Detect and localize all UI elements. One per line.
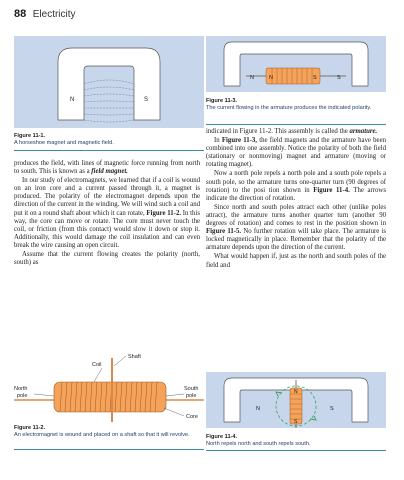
caption-rule: [14, 150, 204, 151]
figure-11-3: [206, 36, 386, 92]
caption-text: An electromagnet is wound and placed on a shaft so that it will revolve.: [14, 432, 190, 438]
label-s-outer: S: [337, 75, 341, 81]
label-core: Core: [186, 414, 198, 420]
label-n: N: [70, 97, 75, 103]
caption-rule: [206, 124, 386, 125]
paragraph: In Figure 11-3, the field magnets and the armature have been combined into one assembly. Notice the polarity of both the field (stationary or nonmoving) magnet and armature (moving or rotating magnet).: [206, 137, 386, 169]
label-s-right: S: [330, 406, 334, 412]
label-south-pole-2: pole: [186, 393, 197, 399]
label-south-pole: South: [184, 386, 199, 392]
caption-11-1: [14, 133, 204, 147]
figure-11-1: [14, 36, 204, 128]
label-n-inner: N: [269, 75, 273, 81]
left-column-text: [14, 160, 200, 268]
label-coil: Coil: [92, 362, 102, 368]
caption-title: Figure 11-4.: [206, 434, 238, 440]
page-header: [14, 8, 76, 20]
caption-title: Figure 11-3.: [206, 98, 238, 104]
section-title: Electricity: [32, 9, 76, 20]
label-n-top: N: [294, 389, 298, 395]
caption-text: North repels north and south repels south.: [206, 441, 311, 447]
label-n-left: N: [256, 406, 260, 412]
caption-text: The current flowing in the armature produces the indicated polarity.: [206, 105, 372, 111]
label-s-bottom: S: [294, 419, 298, 425]
caption-rule: [206, 450, 386, 451]
paragraph: Assume that the current flowing creates the polarity (north, south) as: [14, 251, 200, 267]
caption-rule: [14, 449, 204, 450]
caption-text: A horseshoe magnet and magnetic field.: [14, 140, 114, 146]
label-s-inner: S: [313, 75, 317, 81]
paragraph: Since north and south poles attract each other (unlike poles attract), the armature turns another quarter turn (another 90 degrees of rotation) and comes to rest in the position shown in Figure 11-5. No further rotation will take place. The armature is locked magnetically in place. Remember that the polarity of the armature depends upon the direction of the current.: [206, 203, 386, 252]
figure-11-2: [14, 352, 204, 422]
right-column-text: [206, 128, 386, 271]
caption-title: Figure 11-1.: [14, 133, 46, 139]
paragraph: indicated in Figure 11-2. This assembly is called the armature.: [206, 128, 378, 135]
caption-11-3: [206, 98, 386, 112]
label-s: S: [144, 97, 149, 103]
paragraph: Now a north pole repels a north pole and a south pole repels a south pole, so the armature turns one-quarter turn (90 degrees of rotation) to the posi tion shown in Figure 11-4. The arrows indicate the direction of rotation.: [206, 170, 386, 202]
caption-11-4: [206, 434, 386, 448]
label-n-outer: N: [250, 75, 254, 81]
label-north-pole-2: pole: [17, 393, 28, 399]
paragraph: produces the field, with lines of magnetic force running from north to south. This is known as a field magnet.: [14, 160, 200, 176]
label-shaft: Shaft: [128, 354, 141, 360]
label-north-pole: North: [14, 386, 28, 392]
caption-title: Figure 11-2.: [14, 425, 46, 431]
paragraph: In our study of electromagnets, we learned that if a coil is wound on an iron core and a current passed through it, a magnet is produced. The polarity of the electromagnet depends upon the direction of the current in the winding. We will wind such a coil and put it on a round shaft about which it can rotate, Figure 11-2. In this way, the core can move or rotate. The core must never touch the coil, or friction (from this contact) would slow it down or stop it. Additionally, this would damage the coil insulation and can even break the wire causing an open circuit.: [14, 177, 200, 249]
caption-11-2: [14, 425, 204, 439]
figure-11-4: [206, 372, 386, 428]
paragraph: What would happen if, just as the north and south poles of the field and: [206, 253, 386, 269]
page-number: 88: [14, 8, 27, 20]
